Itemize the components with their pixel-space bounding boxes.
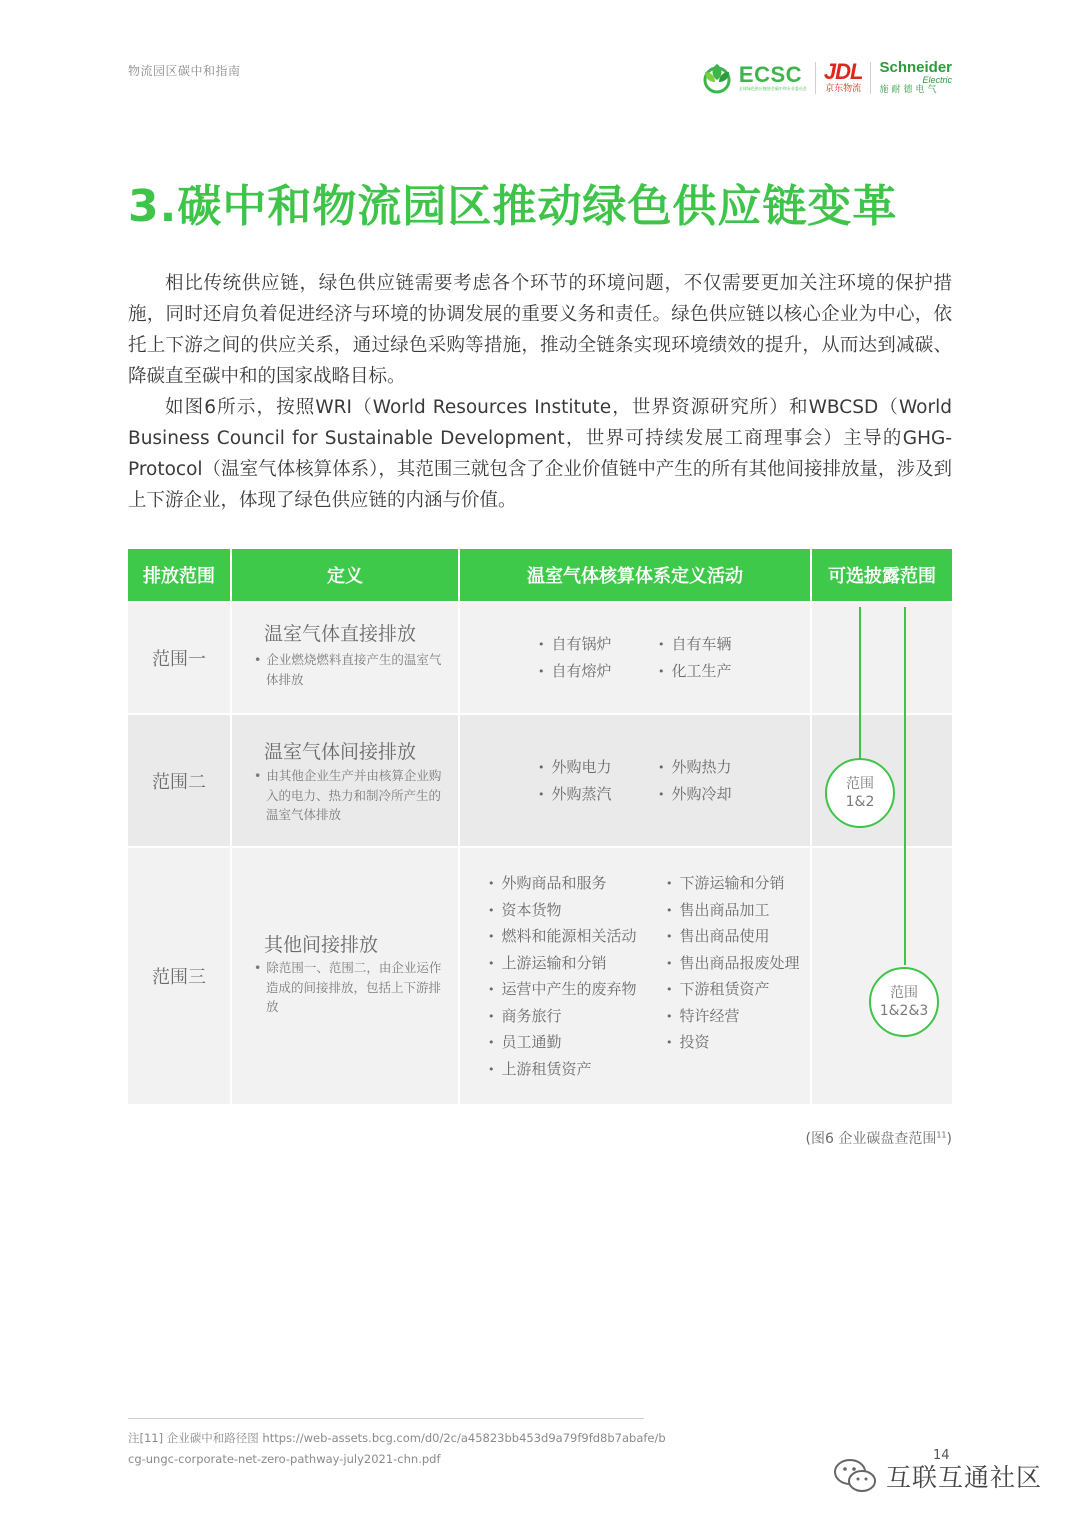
footnote: 注[11] 企业碳中和路径图 https://web-assets.bcg.com/d0/2c/a45823bb453d9a79f9fd8b7abafe/bcg-ungc-corporate-net-zero-pathway-july2021-chn.pdf xyxy=(128,1431,666,1466)
list-item: • 员工通勤 xyxy=(488,1029,637,1056)
header-scope: 排放范围 xyxy=(128,549,230,601)
emission-scope-table xyxy=(128,549,952,1104)
activity-list-left xyxy=(488,870,637,1082)
figure-caption: (图6 企业碳盘查范围$^{11}$) xyxy=(805,1130,952,1147)
activity-list-left xyxy=(538,754,612,807)
activity-list-left xyxy=(538,631,612,684)
logo-divider xyxy=(815,62,816,94)
badge-line2: 1&2 xyxy=(845,794,875,810)
schneider-sub: Electric xyxy=(922,75,952,85)
paragraph: 相比传统供应链，绿色供应链需要考虑各个环节的环境问题，不仅需要更加关注环境的保护措施，同时还肩负着促进经济与环境的协调发展的重要义务和责任。绿色供应链以核心企业为中心，依托上下游之间的供应关系，通过绿色采购等措施，推动全链条实现环境绩效的提升，从而达到减碳、降碳直至碳中和的国家战略目标。 xyxy=(128,273,952,387)
badge-line1: 范围 xyxy=(846,776,874,792)
list-item: • 化工生产 xyxy=(658,658,732,685)
list-item: • 售出商品加工 xyxy=(666,897,800,924)
row-scope-3: 范围三 xyxy=(128,848,230,1104)
definition-title: 温室气体直接排放 xyxy=(264,623,417,645)
wechat-icon xyxy=(832,1456,878,1496)
list-item: • 资本货物 xyxy=(488,897,637,924)
definition-title: 温室气体间接排放 xyxy=(264,741,417,763)
list-item: • 上游租赁资产 xyxy=(488,1056,637,1083)
section-title: 3.碳中和物流园区推动绿色供应链变革 xyxy=(128,181,898,232)
row-scope-2: 范围二 xyxy=(128,715,230,846)
list-item: • 特许经营 xyxy=(666,1003,800,1030)
disclosure-line-scope-1-2-3 xyxy=(904,607,906,965)
activity-list-right xyxy=(658,631,732,684)
partner-logos xyxy=(699,56,952,100)
logo-divider xyxy=(870,62,871,94)
ecsc-leaf-icon xyxy=(699,60,735,96)
list-item: • 自有锅炉 xyxy=(538,631,612,658)
schneider-name: Schneider xyxy=(879,59,952,76)
row-definition-1 xyxy=(232,603,458,713)
header-disclosure: 可选披露范围 xyxy=(812,549,952,601)
footnote-divider xyxy=(128,1418,644,1419)
row-disclosure-1 xyxy=(812,603,952,713)
ecsc-tagline: 全球绿色供应链协会碳中和专业委员会 xyxy=(738,86,807,91)
row-activities-2 xyxy=(460,715,810,846)
activity-list-right xyxy=(658,754,732,807)
row-scope-1: 范围一 xyxy=(128,603,230,713)
definition-desc: • 企业燃烧燃料直接产生的温室气体排放 xyxy=(254,650,444,689)
list-item: • 燃料和能源相关活动 xyxy=(488,923,637,950)
list-item: • 上游运输和分销 xyxy=(488,950,637,977)
row-definition-3 xyxy=(232,848,458,1104)
watermark xyxy=(832,1456,1042,1496)
activity-list-right xyxy=(666,870,800,1056)
ecsc-name: ECSC xyxy=(738,62,803,87)
list-item: • 下游租赁资产 xyxy=(666,976,800,1003)
row-activities-1 xyxy=(460,603,810,713)
list-item: • 运营中产生的废弃物 xyxy=(488,976,637,1003)
schneider-cn: 施耐德电气 xyxy=(879,85,940,95)
list-item: • 外购商品和服务 xyxy=(488,870,637,897)
list-item: • 下游运输和分销 xyxy=(666,870,800,897)
header-activities: 温室气体核算体系定义活动 xyxy=(460,549,810,601)
running-header-title: 物流园区碳中和指南 xyxy=(128,64,241,78)
badge-line1: 范围 xyxy=(890,985,918,1001)
list-item: • 外购蒸汽 xyxy=(538,781,612,808)
paragraph: 如图6所示，按照WRI（World Resources Institute，世界资源研究所）和WBCSD（World Business Council for Sustainable Development，世界可持续发展工商理事会）主导的GHG-Protocol（温室气体核算体系），其范围三就包含了企业价值链中产生的所有其他间接排放量，涉及到上下游企业，体现了绿色供应链的内涵与价值。 xyxy=(128,397,952,511)
page-number: 14 xyxy=(933,1448,950,1463)
list-item: • 自有熔炉 xyxy=(538,658,612,685)
jdl-name: JDL xyxy=(823,59,863,84)
list-item: • 商务旅行 xyxy=(488,1003,637,1030)
jdl-cn: 京东物流 xyxy=(825,84,862,94)
disclosure-badge-1-2-3 xyxy=(869,967,939,1037)
row-activities-3 xyxy=(460,848,810,1104)
ecsc-logo xyxy=(699,60,807,96)
body-text xyxy=(128,268,952,516)
list-item: • 外购热力 xyxy=(658,754,732,781)
header-definition: 定义 xyxy=(232,549,458,601)
list-item: • 外购冷却 xyxy=(658,781,732,808)
definition-desc: • 除范围一、范围二，由企业运作造成的间接排放，包括上下游排放 xyxy=(254,958,444,1017)
watermark-text: 互联互通社区 xyxy=(886,1463,1043,1492)
list-item: • 售出商品使用 xyxy=(666,923,800,950)
row-definition-2 xyxy=(232,715,458,846)
badge-line2: 1&2&3 xyxy=(879,1003,929,1019)
schneider-logo xyxy=(879,60,952,96)
definition-desc: • 由其他企业生产并由核算企业购入的电力、热力和制冷所产生的温室气体排放 xyxy=(254,766,444,825)
disclosure-line-scope-1-2 xyxy=(859,607,861,769)
definition-title: 其他间接排放 xyxy=(264,934,379,956)
list-item: • 自有车辆 xyxy=(658,631,732,658)
jdl-logo xyxy=(824,61,863,95)
list-item: • 投资 xyxy=(666,1029,800,1056)
list-item: • 售出商品报废处理 xyxy=(666,950,800,977)
disclosure-badge-1-2 xyxy=(825,758,895,828)
list-item: • 外购电力 xyxy=(538,754,612,781)
